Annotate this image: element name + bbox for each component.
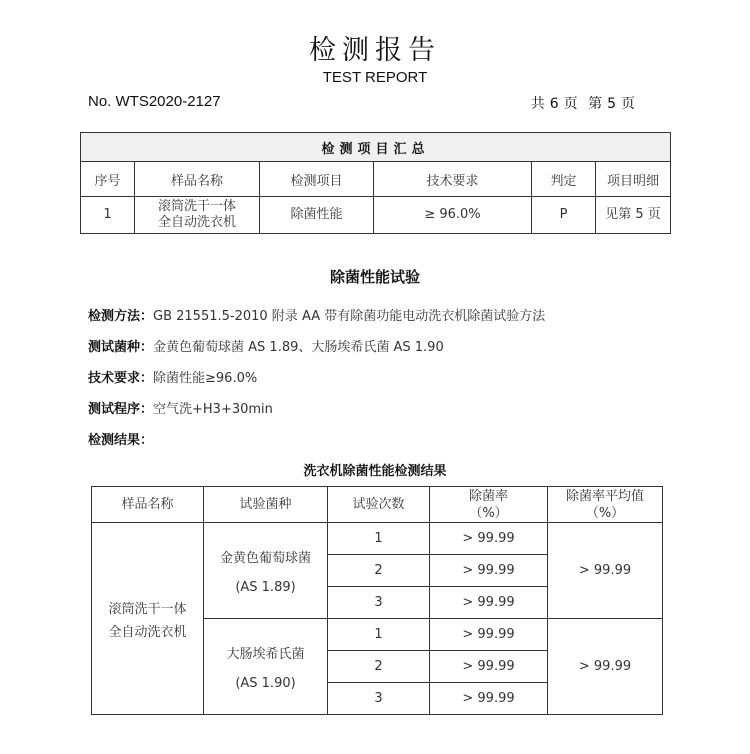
results-header-row [92, 487, 663, 523]
procedure-line [88, 398, 273, 417]
trial-rate: > 99.99 [430, 523, 548, 555]
results-strain-1 [204, 523, 328, 619]
summary-col-verdict: 判定 [532, 162, 596, 197]
results-line [88, 429, 153, 448]
summary-no: 1 [81, 197, 135, 234]
trial-rate: > 99.99 [430, 619, 548, 651]
summary-col-item: 检测项目 [260, 162, 374, 197]
page-indicator [529, 93, 638, 113]
report-number: No. WTS2020-2127 [88, 93, 221, 110]
trial-number: 2 [328, 555, 430, 587]
section-title: 除菌性能试验 [329, 268, 420, 286]
trial-number: 3 [328, 587, 430, 619]
summary-col-sample: 样品名称 [135, 162, 260, 197]
results-table [91, 486, 663, 715]
trial-number: 3 [328, 683, 430, 715]
summary-sample-line2: 全自动洗衣机 [157, 215, 236, 230]
trial-number: 1 [328, 619, 430, 651]
trial-number: 1 [328, 523, 430, 555]
procedure-value: 空气洗+H3+30min [153, 402, 273, 417]
page-total-prefix: 共 [530, 96, 546, 112]
trial-number: 2 [328, 651, 430, 683]
page-current-suffix: 页 [621, 96, 636, 112]
results-col-times: 试验次数 [328, 487, 430, 523]
page-total: 6 [549, 96, 560, 112]
requirement-label: 技术要求： [88, 371, 154, 386]
results-col-sample: 样品名称 [92, 487, 204, 523]
summary-col-no: 序号 [81, 162, 135, 197]
results-average-2: > 99.99 [548, 619, 663, 715]
trial-rate: > 99.99 [430, 555, 548, 587]
results-col-average-line2: （%） [585, 505, 625, 521]
results-sample-line2: 全自动洗衣机 [108, 624, 187, 640]
results-sample [92, 523, 204, 715]
strains-line [88, 336, 444, 355]
report-title-cn: 检测报告 [309, 35, 441, 66]
method-value: GB 21551.5-2010 附录 AA 带有除菌功能电动洗衣机除菌试验方法 [153, 309, 546, 324]
results-col-rate [430, 487, 548, 523]
page-current-prefix: 第 [588, 96, 604, 112]
requirement-value: 除菌性能≥96.0% [153, 371, 258, 386]
results-label: 检测结果： [88, 433, 154, 448]
requirement-line [88, 367, 257, 386]
strains-value: 金黄色葡萄球菌 AS 1.89、大肠埃希氏菌 AS 1.90 [153, 340, 444, 355]
results-col-average-line1: 除菌率平均值 [565, 488, 644, 504]
results-average-1: > 99.99 [548, 523, 663, 619]
method-line [88, 305, 545, 324]
page-current: 5 [607, 96, 617, 112]
results-strain-1-line2: (AS 1.89) [235, 579, 296, 595]
results-col-average [548, 487, 663, 523]
results-strain-2-line1: 大肠埃希氏菌 [226, 646, 305, 662]
method-label: 检测方法： [88, 309, 154, 324]
summary-item: 除菌性能 [260, 197, 374, 234]
results-strain-2-line2: (AS 1.90) [235, 675, 296, 691]
results-table-title: 洗衣机除菌性能检测结果 [303, 464, 447, 479]
page-word: 页 [563, 96, 579, 112]
summary-row [81, 197, 671, 234]
summary-col-requirement: 技术要求 [374, 162, 532, 197]
summary-table [80, 132, 671, 234]
summary-table-title: 检测项目汇总 [81, 133, 671, 162]
summary-requirement: ≥ 96.0% [374, 197, 532, 234]
strains-label: 测试菌种： [88, 340, 154, 355]
summary-col-detail: 项目明细 [596, 162, 671, 197]
procedure-label: 测试程序： [88, 402, 154, 417]
results-strain-1-line1: 金黄色葡萄球菌 [219, 550, 311, 566]
summary-verdict: P [532, 197, 596, 234]
trial-rate: > 99.99 [430, 587, 548, 619]
summary-detail: 见第 5 页 [596, 197, 671, 234]
results-col-rate-line2: （%） [469, 505, 508, 521]
summary-header-row [81, 162, 671, 197]
table-row [92, 523, 663, 555]
results-strain-2 [204, 619, 328, 715]
trial-rate: > 99.99 [430, 683, 548, 715]
results-sample-line1: 滚筒洗干一体 [108, 601, 187, 617]
summary-sample-line1: 滚筒洗干一体 [157, 199, 236, 214]
report-title-en: TEST REPORT [322, 69, 428, 86]
summary-sample [135, 197, 260, 234]
results-col-rate-line1: 除菌率 [468, 488, 508, 504]
results-col-strain: 试验菌种 [204, 487, 328, 523]
trial-rate: > 99.99 [430, 651, 548, 683]
